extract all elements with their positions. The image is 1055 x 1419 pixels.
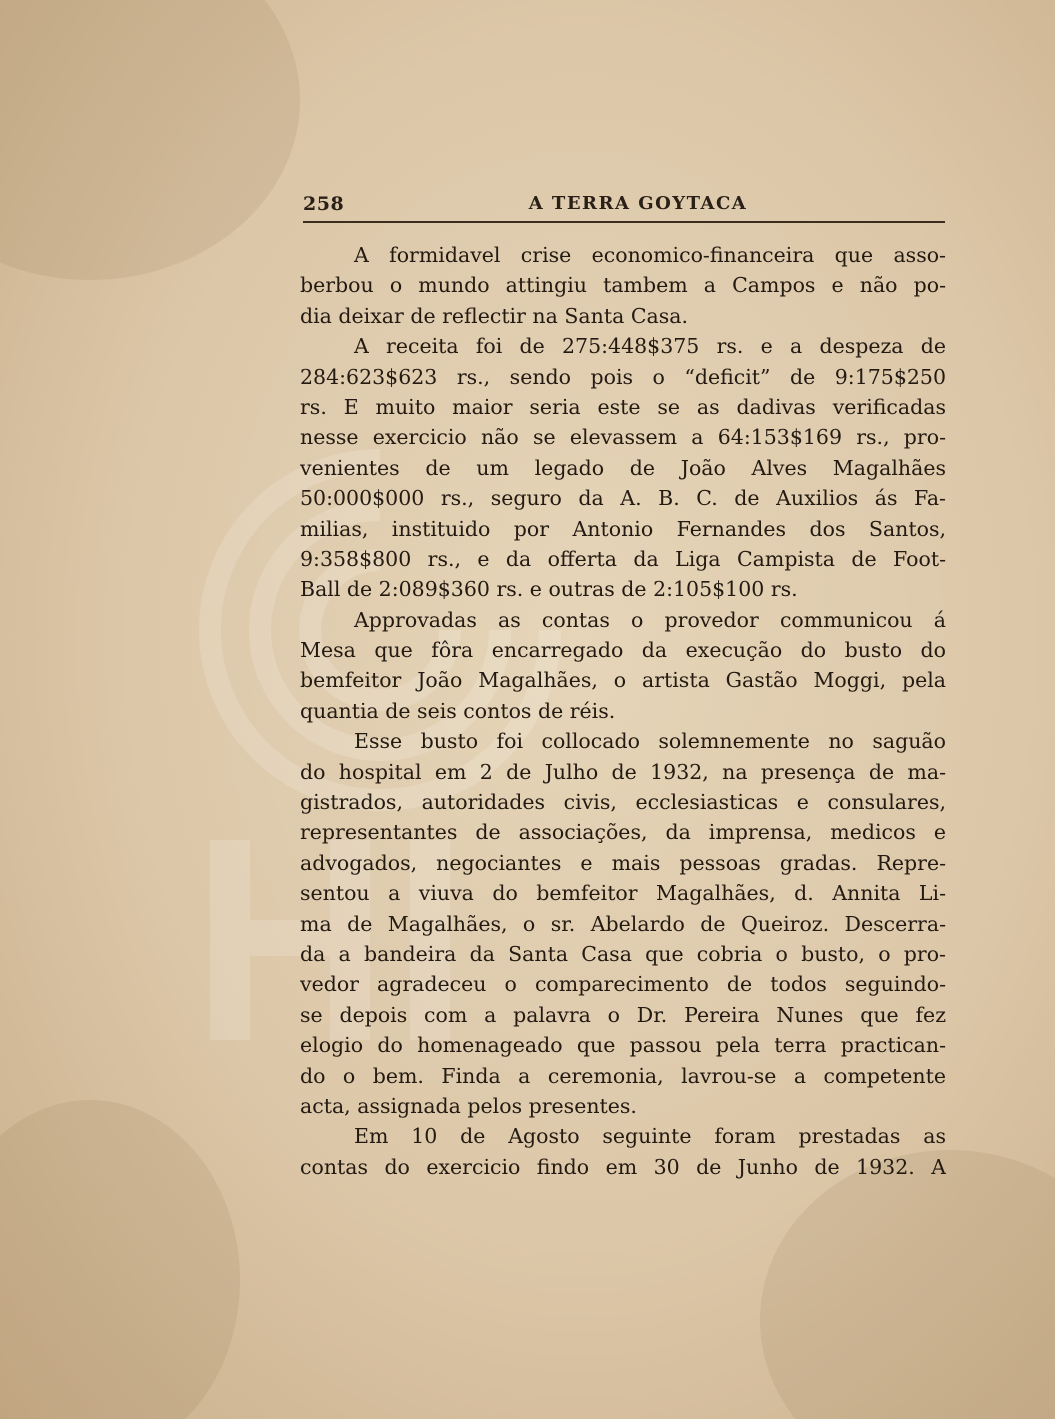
- text-line: A formidavel crise economico-financeira que asso-: [354, 243, 946, 267]
- text-line: bemfeitor João Magalhães, o artista Gastão Moggi, pela: [300, 668, 946, 693]
- text-line: 9:358$800 rs., e da offerta da Liga Campista de Foot-: [300, 546, 946, 571]
- paper-stain: [0, 1100, 240, 1419]
- text-line: do hospital em 2 de Julho de 1932, na presença de ma-: [300, 759, 946, 784]
- text-line: berbou o mundo attingiu tambem a Campos e não po-: [300, 273, 946, 298]
- text-line: gistrados, autoridades civis, ecclesiasticas e consulares,: [300, 790, 946, 815]
- text-line: A receita foi de 275:448$375 rs. e a despeza de: [354, 334, 946, 359]
- text-line: elogio do homenageado que passou pela terra practican-: [300, 1033, 946, 1058]
- text-line: venientes de um legado de João Alves Magalhães: [300, 455, 946, 480]
- text-line: acta, assignada pelos presentes.: [300, 1093, 637, 1118]
- text-line: 50:000$000 rs., seguro da A. B. C. de Auxilios ás Fa-: [300, 486, 946, 511]
- text-line: Esse busto foi collocado solemnemente no saguão: [354, 729, 946, 754]
- text-line: sentou a viuva do bemfeitor Magalhães, d. Annita Li-: [300, 881, 946, 906]
- text-line: nesse exercicio não se elevassem a 64:153$169 rs., pro-: [300, 425, 946, 450]
- text-line: vedor agradeceu o comparecimento de todos seguindo-: [300, 972, 946, 997]
- running-title: A TERRA GOYTACA: [528, 193, 748, 214]
- text-line: quantia de seis contos de réis.: [300, 698, 616, 723]
- text-line: Em 10 de Agosto seguinte foram prestadas as: [354, 1124, 946, 1149]
- body-text: [300, 240, 946, 1182]
- text-line: da a bandeira da Santa Casa que cobria o busto, o pro-: [300, 941, 946, 966]
- text-line: milias, instituido por Antonio Fernandes dos Santos,: [300, 516, 946, 541]
- text-line: advogados, negociantes e mais pessoas gradas. Repre-: [300, 850, 946, 875]
- text-line: Ball de 2:089$360 rs. e outras de 2:105$100 rs.: [300, 577, 798, 602]
- text-line: dia deixar de reflectir na Santa Casa.: [300, 303, 688, 328]
- text-line: Approvadas as contas o provedor communicou á: [354, 607, 946, 632]
- text-line: Mesa que fôra encarregado da execução do busto do: [300, 638, 946, 663]
- text-line: rs. E muito maior seria este se as dadivas verificadas: [300, 394, 946, 419]
- text-line: ma de Magalhães, o sr. Abelardo de Queiroz. Descerra-: [300, 911, 946, 936]
- running-header: [303, 193, 945, 223]
- page-number: 258: [303, 193, 345, 215]
- paper-stain: [760, 1150, 1055, 1419]
- text-line: representantes de associações, da imprensa, medicos e: [300, 820, 946, 845]
- text-line: 284:623$623 rs., sendo pois o “deficit” de 9:175$250: [300, 364, 946, 389]
- paper-stain: [0, 0, 300, 280]
- text-line: do o bem. Finda a ceremonia, lavrou-se a competente: [300, 1063, 946, 1088]
- text-line: se depois com a palavra o Dr. Pereira Nunes que fez: [300, 1002, 946, 1027]
- text-line: contas do exercicio findo em 30 de Junho de 1932. A: [300, 1154, 946, 1179]
